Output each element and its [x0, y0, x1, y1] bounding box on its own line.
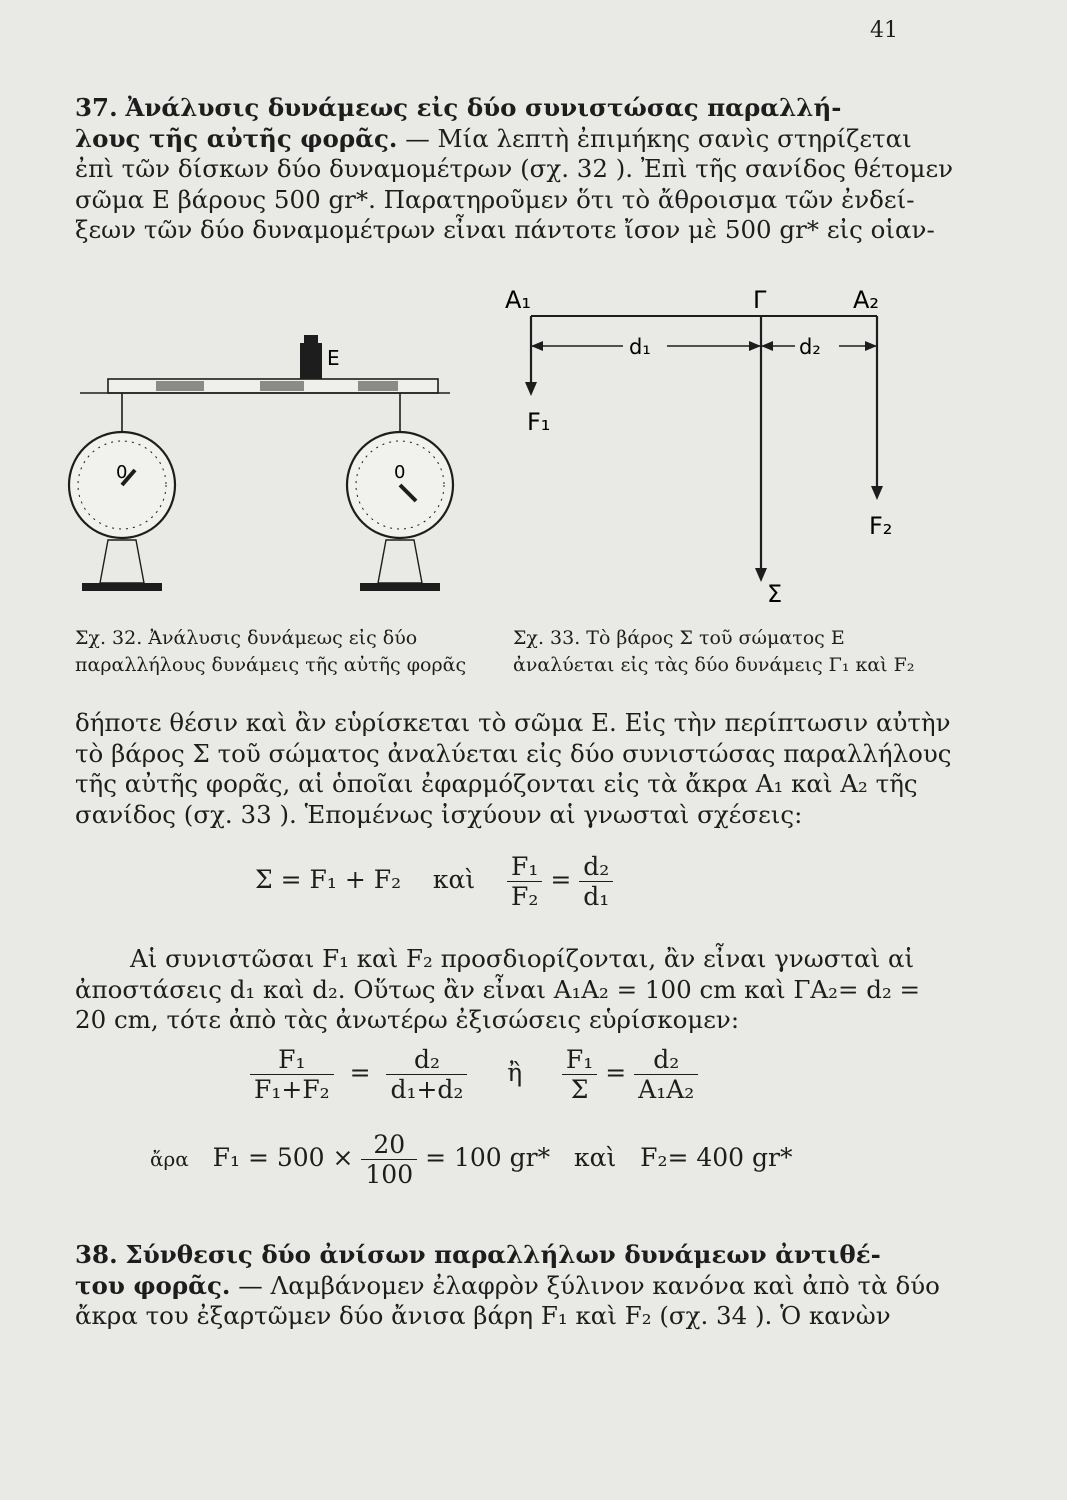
- dynamometer-left: [69, 432, 175, 591]
- equation-1: Σ = F₁ + F₂ καὶ $\frac{\text{F₁}}{\text{F₂}}$ = $\frac{\text{d₂}}{\text{d₁}}$: [255, 852, 613, 911]
- section-38-title: Σύνθεσις δύο ἀνίσων παραλλήλων δυνάμεων ἀντιθέ-: [125, 1240, 881, 1269]
- text-line: ἀποστάσεις d₁ καὶ d₂. Οὕτως ἂν εἶναι A₁A₂ = 100 cm καὶ ΓA₂= d₂ =: [75, 974, 921, 1004]
- board-hatch: [156, 381, 204, 391]
- label-gamma: Γ: [753, 286, 767, 314]
- label-d2: d₂: [799, 335, 821, 359]
- weight-label: E: [327, 346, 340, 370]
- text-line: 20 cm, τότε ἀπὸ τὰς ἀνωτέρω ἐξισώσεις εὑρίσκομεν:: [75, 1005, 740, 1035]
- section-37-title-cont: λους τῆς αὐτῆς φορᾶς.: [75, 123, 398, 153]
- equation-2: $\frac{\text{F₁}}{\text{F₁+F₂}}$ = $\frac{\text{d₂}}{\text{d₁+d₂}}$ ἢ $\frac{\text{F₁}}{\Sigma}$ = $\frac{\text{d₂}}{\text{A₁A₂}}$: [250, 1045, 698, 1104]
- caption-figure-33: Σχ. 33. Τὸ βάρος Σ τοῦ σώματος Ε ἀναλύεται εἰς τὰς δύο δυνάμεις Γ₁ καὶ F₂: [513, 627, 915, 676]
- text-line: ξεων τῶν δύο δυναμομέτρων εἶναι πάντοτε ἴσον μὲ 500 gr* εἰς οἱαν-: [75, 215, 935, 245]
- figure-33-forces: [505, 282, 905, 612]
- figure-32-dynamometers: [60, 335, 480, 610]
- text-line: ἄκρα του ἐξαρτῶμεν δύο ἄνισα βάρη F₁ καὶ F₂ (σχ. 34 ). Ὁ κανὼν: [75, 1301, 891, 1331]
- equation-3: ἄρα F₁ = 500 × $\frac{20}{100}$ = 100 gr* καὶ F₂= 400 gr*: [150, 1130, 793, 1189]
- fraction-d2-d1: $\frac{\text{d₂}}{\text{d₁}}$: [579, 852, 613, 911]
- fraction-F1-F2: $\frac{\text{F₁}}{\text{F₂}}$: [507, 852, 542, 911]
- body-paragraph-2: [75, 944, 921, 1036]
- board-hatch: [260, 381, 304, 391]
- section-38-title-cont: του φορᾶς.: [75, 1270, 231, 1300]
- label-A1: A₁: [505, 286, 532, 314]
- board-hatch: [358, 381, 398, 391]
- label-Sigma: Σ: [767, 580, 783, 608]
- text-line: — Λαμβάνομεν ἐλαφρὸν ξύλινον κανόνα καὶ ἀπὸ τὰ δύο: [238, 1270, 940, 1300]
- text-line: — Μία λεπτὴ ἐπιμήκης σανὶς στηρίζεται: [405, 123, 912, 153]
- text-line: σῶμα Ε βάρους 500 gr*. Παρατηροῦμεν ὅτι τὸ ἄθροισμα τῶν ἐνδεί-: [75, 184, 915, 214]
- dial-zero-left: 0: [116, 462, 128, 483]
- label-F2: F₂: [869, 512, 893, 540]
- page-number: 41: [870, 18, 898, 43]
- body-paragraph-1: [75, 708, 952, 830]
- label-A2: A₂: [853, 286, 880, 314]
- text-line: Αἱ συνιστῶσαι F₁ καὶ F₂ προσδιορίζονται, ἂν εἶναι γνωσταὶ αἱ: [130, 944, 915, 973]
- label-d1: d₁: [629, 335, 651, 359]
- section-37-title: Ἀνάλυσις δυνάμεως εἰς δύο συνιστώσας παραλλή-: [125, 93, 842, 122]
- weight-body: [300, 343, 322, 379]
- section-38-number: 38.: [75, 1240, 118, 1269]
- text-line: ἐπὶ τῶν δίσκων δύο δυναμομέτρων (σχ. 32 ). Ἐπὶ τῆς σανίδος θέτομεν: [75, 154, 954, 184]
- section-38: [75, 1240, 940, 1332]
- dial-zero-right: 0: [394, 462, 406, 483]
- section-37-number: 37.: [75, 93, 118, 122]
- caption-figure-32: Σχ. 32. Ἀνάλυσις δυνάμεως εἰς δύο παραλλήλους δυνάμεις τῆς αὐτῆς φορᾶς: [75, 627, 467, 676]
- text-line: σανίδος (σχ. 33 ). Ἑπομένως ἰσχύουν αἱ γνωσταὶ σχέσεις:: [75, 799, 803, 829]
- text-line: δήποτε θέσιν καὶ ἂν εὑρίσκεται τὸ σῶμα Ε. Εἰς τὴν περίπτωσιν αὐτὴν: [75, 708, 951, 737]
- section-37: [75, 93, 954, 246]
- weight-knob: [304, 335, 318, 345]
- text-line: τῆς αὐτῆς φορᾶς, αἱ ὁποῖαι ἐφαρμόζονται εἰς τὰ ἄκρα A₁ καὶ A₂ τῆς: [75, 769, 918, 799]
- text-line: τὸ βάρος Σ τοῦ σώματος ἀναλύεται εἰς δύο συνιστώσας παραλλήλους: [75, 738, 952, 768]
- dynamometer-right: [347, 432, 453, 591]
- label-F1: F₁: [527, 408, 551, 436]
